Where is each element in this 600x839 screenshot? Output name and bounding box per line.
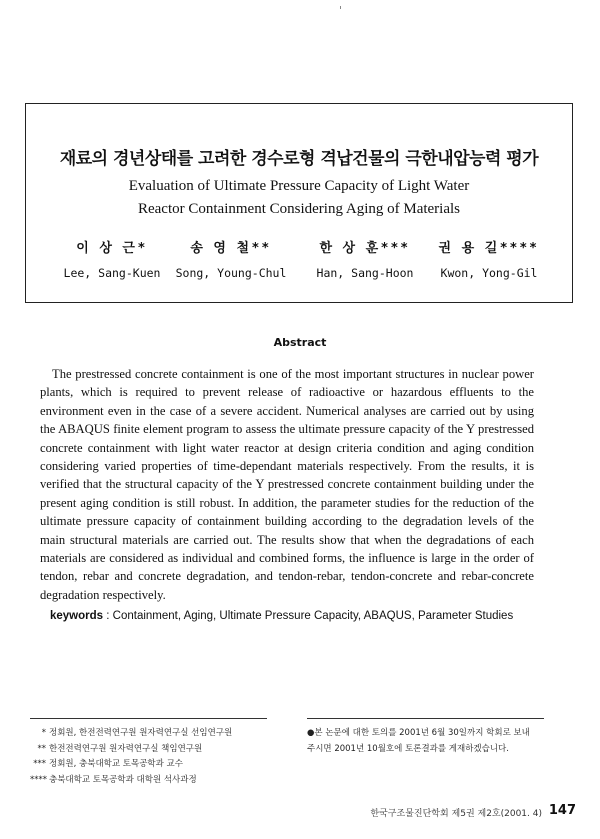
note-divider <box>307 718 544 719</box>
footnote-mark: **** <box>30 774 47 785</box>
footnote-text: 충북대학교 토목공학과 대학원 석사과정 <box>49 774 197 785</box>
author-1 <box>47 237 177 280</box>
korean-title: 재료의 경년상태를 고려한 경수로형 격납건물의 극한내압능력 평가 <box>59 149 539 169</box>
discussion-note-line1: ●본 논문에 대한 토의를 2001년 6월 30일까지 학회로 보내 <box>307 728 530 738</box>
author-3-english-name: Han, Sang-Hoon <box>316 266 414 280</box>
footnote-text: 정회원, 충북대학교 토목공학과 교수 <box>49 759 183 769</box>
author-1-korean-name: 이 상 근* <box>76 241 148 256</box>
keywords-text: : Containment, Aging, Ultimate Pressure Capacity, ABAQUS, Parameter Studies <box>103 610 514 622</box>
footnote-item <box>30 773 290 789</box>
author-affiliations <box>30 726 290 788</box>
author-2-english-name: Song, Young-Chul <box>175 266 287 280</box>
footnote-mark: *** <box>33 759 46 769</box>
page-number: 147 <box>548 803 576 818</box>
discussion-note-line2: 주시면 2001년 10월호에 토론결과를 게재하겠습니다. <box>307 743 509 754</box>
keywords-label: keywords <box>50 610 104 622</box>
english-title-line1: Evaluation of Ultimate Pressure Capacity of Light Water <box>128 178 470 194</box>
footnote-text: 한전전력연구원 원자력연구실 책임연구원 <box>49 743 203 754</box>
author-2-korean-name: 송 영 철** <box>190 241 272 256</box>
footnote-item <box>30 726 290 742</box>
author-1-english-name: Lee, Sang-Kuen <box>63 266 161 280</box>
discussion-note <box>307 726 555 757</box>
abstract-body: The prestressed concrete containment is one of the most important structures in nuclear power plants, which is required to prevent release of radioactive or hazardous effluents to the environment even in the case of a severe accident. Numerical analyses are carried out by using the ABAQUS finite element program to assess the ultimate pressure capacity of the Y prestressed concrete containment with light water reactor at design criteria condition and aging condition considering varied properties of time-dependant materials respectively. From the results, it is verified that the structural capacity of the Y prestressed concrete containment building under the present aging condition is still robust. In addition, the parameter studies for the reduction of the ultimate pressure capacity of containment building according to the degradation levels of the main structural materials are carried out. The results show that when the degradations of each materials are considered as individual and combined forms, the influence is large in the order of tendon, rebar and concrete degradation, and tendon-rebar, tendon-concrete and rebar-concrete degradation respectively. <box>40 367 534 602</box>
footnote-mark: ** <box>37 743 46 754</box>
author-4-korean-name: 권 용 길**** <box>438 241 540 256</box>
author-3-korean-name: 한 상 훈*** <box>319 241 411 256</box>
author-4 <box>424 237 554 280</box>
abstract-heading: Abstract <box>273 336 327 349</box>
english-title-line2: Reactor Containment Considering Aging of Materials <box>137 201 461 217</box>
footnote-item <box>30 757 290 773</box>
footnote-divider <box>30 718 267 719</box>
author-4-english-name: Kwon, Yong-Gil <box>440 266 538 280</box>
footnote-item <box>30 742 290 758</box>
running-footer: 한국구조물진단학회 제5권 제2호(2001. 4) <box>370 809 542 819</box>
scan-mark <box>340 6 341 9</box>
title-box <box>25 103 573 303</box>
author-2 <box>166 237 296 280</box>
footnote-text: 정회원, 한전전력연구원 원자력연구실 선임연구원 <box>49 728 233 738</box>
keywords-line <box>50 610 550 622</box>
author-3 <box>300 237 430 280</box>
footnote-mark: * <box>41 728 46 738</box>
